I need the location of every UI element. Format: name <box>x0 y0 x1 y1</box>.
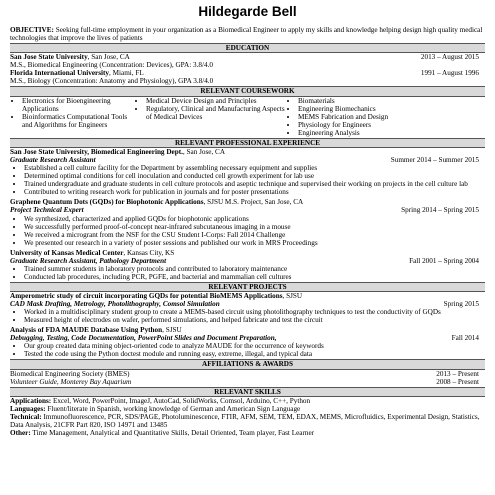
course-item: • Engineering Biomechanics <box>298 105 418 113</box>
school-location: , San Jose, CA <box>87 53 130 62</box>
employer: San Jose State University, Biomedical Engineering Dept. <box>10 148 183 157</box>
school-name: Florida International University <box>10 69 110 78</box>
affiliation-name: Volunteer Guide, Monterey Bay Aquarium <box>10 377 132 386</box>
degree: M.S., Biomedical Engineering (Concentration: Devices), GPA: 3.8/4.0 <box>10 61 213 70</box>
bullet: • We successfully performed proof-of-concept near-infrared subcutaneous imaging in a mouse <box>24 223 485 231</box>
project-dates: Fall 2014 <box>451 334 479 343</box>
school-name: San Jose State University <box>10 53 88 62</box>
bullet: • Measured height of electrodes on wafer, performed simulations, and helped fabricate and test the circuit <box>24 316 485 324</box>
experience-entry <box>10 249 485 281</box>
job-title: Graduate Research Assistant <box>10 156 96 165</box>
job-bullets <box>10 215 485 247</box>
job-title: Graduate Research Assistant, Pathology Department <box>10 256 167 265</box>
employer-location: , San Jose, CA <box>182 148 226 157</box>
skill-line <box>10 413 485 429</box>
experience-entry <box>10 198 485 246</box>
job-dates: Summer 2014 – Summer 2015 <box>390 156 479 165</box>
bullet: • Contributed to writing research work for publication in journals and for poster presentations <box>24 188 485 196</box>
skill-label: Technical: <box>10 413 42 422</box>
education-dates: 2013 – August 2015 <box>420 53 479 62</box>
course-item: • Medical Device Design and Principles <box>146 97 286 105</box>
resume-page <box>10 0 485 437</box>
skill-label: Applications: <box>10 396 52 405</box>
section-experience: RELEVANT PROFESSIONAL EXPERIENCE <box>10 138 485 148</box>
skill-line <box>10 429 485 437</box>
bullet: • Determined optimal conditions for cell inoculation and conducted cell growth experiment for lab use <box>24 172 485 180</box>
education-entry <box>10 53 485 69</box>
project-location: , SJSU <box>162 326 182 335</box>
employer: University of Kansas Medical Center <box>10 248 124 257</box>
project-bullets <box>10 342 485 358</box>
skill-line <box>10 405 485 413</box>
bullet: • Trained undergraduate and graduate students in cell culture protocols and aseptic technique and supervised their working on projects in the cell culture lab <box>24 180 485 188</box>
bullet: • We presented our research in a variety of poster sessions and published our work in MRS Proceedings <box>24 239 485 247</box>
bullet: • Conducted lab procedures, including PCR, PGFE, and bacterial and mammalian cell cultures <box>24 273 485 281</box>
affiliation-item <box>10 370 485 378</box>
course-item: • Physiology for Engineers <box>298 121 418 129</box>
project-skills: Debugging, Testing, Code Documentation, PowerPoint Slides and Document Preparation, <box>10 334 277 343</box>
job-bullets <box>10 164 485 196</box>
candidate-name: Hildegarde Bell <box>198 4 297 19</box>
job-dates: Fall 2001 – Spring 2004 <box>409 256 479 265</box>
affiliation-dates: 2008 – Present <box>436 377 479 386</box>
employer-location: , SJSU M.S. Project, San Jose, CA <box>203 198 304 207</box>
bullet: • Our group created data mining object-oriented code to analyze MAUDE for the occurrence of keywords <box>24 342 485 350</box>
skill-text: Excel, Word, PowerPoint, ImageJ, AutoCad, SolidWorks, Comsol, Arduino, C++, Python <box>51 396 311 405</box>
degree: M.S., Biology (Concentration: Anatomy and Physiology), GPA 3.8/4.0 <box>10 77 214 86</box>
affiliation-dates: 2013 – Present <box>436 369 479 378</box>
coursework-columns <box>10 97 485 137</box>
affiliation-name: Biomedical Engineering Society (BMES) <box>10 369 130 378</box>
project-name: Amperometric study of circuit incorporating GQDs for potential BioMEMS Applications <box>10 292 283 301</box>
project-bullets <box>10 308 485 324</box>
course-item: • Electronics for Bioengineering Applications <box>22 97 134 113</box>
section-coursework: RELEVANT COURSEWORK <box>10 86 485 96</box>
section-affiliations: AFFILIATIONS & AWARDS <box>10 359 485 369</box>
objective <box>10 26 485 42</box>
bullet: • Established a cell culture facility for the Department by assembling necessary equipment and supplies <box>24 164 485 172</box>
objective-label: OBJECTIVE: <box>10 26 54 34</box>
coursework-col-2 <box>134 97 286 137</box>
bullet: • We synthesized, characterized and applied GQDs for biophotonic applications <box>24 215 485 223</box>
school-location: , Miami, FL <box>109 69 144 78</box>
bullet: • Worked in a multidisciplinary student group to create a MEMS-based circuit using photolithography techniques to test the conductivity of GQDs <box>24 308 485 316</box>
objective-text: Seeking full-time employment in your organization as a Biomedical Engineer to apply my skills and knowledge helping design high quality medical technologies that improve the lives of patients <box>10 26 483 43</box>
education-entry <box>10 69 485 85</box>
project-dates: Spring 2015 <box>443 300 479 309</box>
bullet: • Tested the code using the Python doctest module and running easy, extreme, illegal, and typical data <box>24 350 485 358</box>
course-item: • Biomaterials <box>298 97 418 105</box>
employer-location: , Kansas City, KS <box>123 248 175 257</box>
course-item: • Regulatory, Clinical and Manufacturing Aspects of Medical Devices <box>146 105 286 121</box>
section-education: EDUCATION <box>10 43 485 53</box>
course-item: • Engineering Analysis <box>298 129 418 137</box>
coursework-col-1 <box>10 97 134 137</box>
project-name: Analysis of FDA MAUDE Database Using Python <box>10 326 163 335</box>
skill-label: Languages: <box>10 405 46 413</box>
skills-list <box>10 397 485 437</box>
section-projects: RELEVANT PROJECTS <box>10 282 485 292</box>
skill-text: Immunofluorescence, PCR, SDS/PAGE, Photoluminescence, FTIR, AFM, SEM, TEM, EDAX, MEMS, Microfluidics, Experimental Design, Statistics, Data Analysis, 21CFR Part 820, ISO 14971 and 13485 <box>10 413 480 430</box>
affiliation-item <box>10 378 485 386</box>
employer: Graphene Quantum Dots (GQDs) for Biophotonic Applications <box>10 198 204 207</box>
job-title: Project Technical Expert <box>10 206 84 215</box>
bullet: • We received a microgrant from the NSF for the CSU Student I-Corps: Fall 2014 Challenge <box>24 231 485 239</box>
skill-text: Time Management, Analytical and Quantitative Skills, Detail Oriented, Team player, Fast Learner <box>30 429 315 438</box>
project-location: , SJSU <box>282 292 303 301</box>
project-skills: CAD Mask Drafting, Metrology, Photolithography, Comsol Simulation <box>10 300 220 309</box>
experience-entry <box>10 148 485 196</box>
project-entry <box>10 326 485 358</box>
job-bullets <box>10 265 485 281</box>
coursework-col-3 <box>286 97 418 137</box>
bullet: • Trained summer students in laboratory protocols and contributed to laboratory maintenance <box>24 265 485 273</box>
project-entry <box>10 292 485 324</box>
course-item: • MEMS Fabrication and Design <box>298 113 418 121</box>
skill-label: Other: <box>10 429 31 438</box>
skill-line <box>10 397 485 405</box>
education-dates: 1991 – August 1996 <box>420 69 479 78</box>
job-dates: Spring 2014 – Spring 2015 <box>401 206 479 215</box>
course-item: • Bioinformatics Computational Tools and Algorithms for Engineers <box>22 113 134 129</box>
skill-text: Fluent/literate in Spanish, working knowledge of German and American Sign Language <box>45 405 301 413</box>
section-skills: RELEVANT SKILLS <box>10 387 485 397</box>
